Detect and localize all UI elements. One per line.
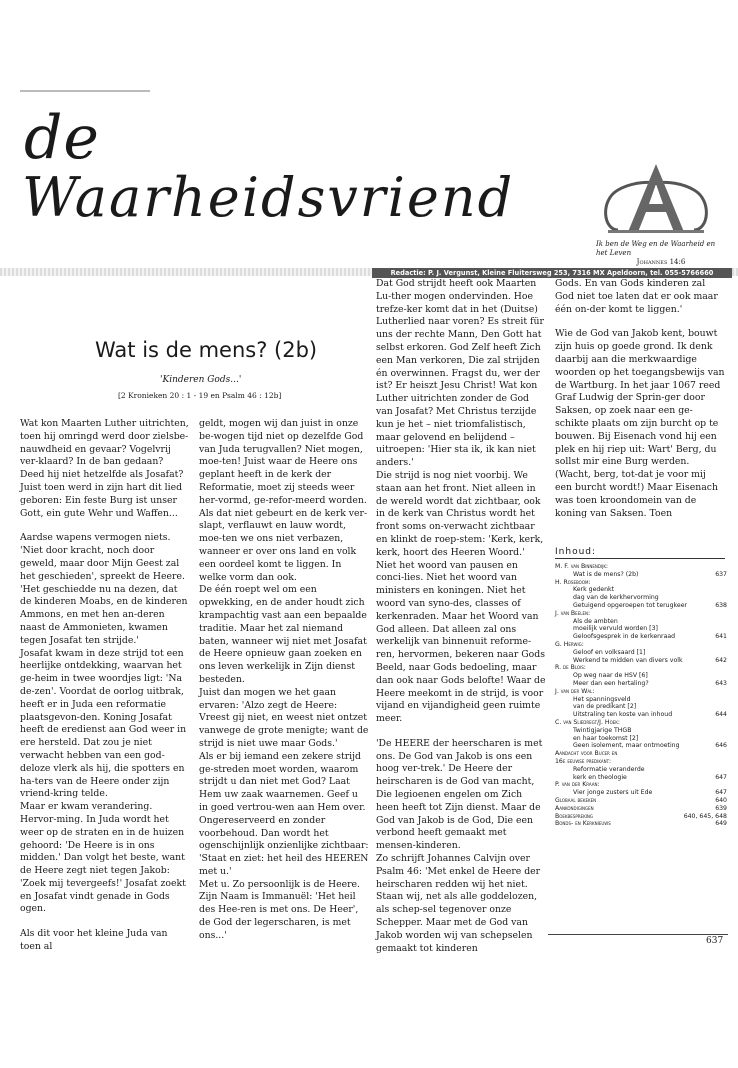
toc-author: J. van der Wal: bbox=[555, 687, 595, 695]
toc-page: 647 bbox=[715, 773, 727, 781]
toc-page: 639 bbox=[715, 804, 727, 812]
toc-row bbox=[555, 618, 727, 626]
paragraph: Josafat kwam in deze strijd tot een heerlijke ontdekking, waarvan het ge-heim in twee woordjes ligt: 'Na de-zen'. Voordat de oorlog uitbrak, heeft er in Juda een reformatie plaatsgevon-den. Koning Josafat heeft de eredienst aan God weer in ere hersteld. Dat zou je niet verwacht hebben van een god-deloze vlerk als hij, die spotters en ha-ters van de Heere onder zijn vriend-kring telde. bbox=[20, 647, 187, 800]
paragraph: Maar er kwam verandering. Hervor-ming. In Juda wordt het weer op de straten en in de huizen gehoord: 'De Heere is in ons midden.' Dan volgt het beste, want de Heere zegt niet tegen Jakob: 'Zoek mij tevergeefs!' Josafat zoekt en Josafat vindt genade in Gods ogen. bbox=[20, 801, 186, 915]
toc-item: Geloofsgesprek in de kerkenraad bbox=[573, 633, 676, 641]
toc-author: R. de Blois: bbox=[555, 664, 586, 672]
motto bbox=[596, 240, 726, 267]
toc-item: Wat is de mens? (2b) bbox=[573, 570, 639, 578]
toc-row bbox=[555, 688, 727, 696]
toc-item: Twintigjarige THGB bbox=[573, 726, 632, 734]
toc-row bbox=[555, 789, 727, 797]
toc-item: Vier jonge zusters uit Ede bbox=[573, 789, 653, 797]
toc-author: P. van der Kraan: bbox=[555, 781, 600, 789]
toc-row bbox=[555, 750, 727, 758]
paragraph: De één roept wel om een opwekking, en de ander houdt zich krampachtig vast aan een bepaalde traditie. Maar het zal niemand baten, wanneer wij niet met Josafat de Heere opnieuw gaan zoeken en ons leven werkelijk in Zijn dienst besteden. bbox=[199, 584, 367, 685]
inhoud-heading: Inhoud: bbox=[555, 547, 725, 559]
toc-page: 646 bbox=[715, 742, 727, 750]
toc-author: Bonds- en Kerknieuws bbox=[555, 820, 611, 828]
paragraph: Gods. En van Gods kinderen zal God niet toe laten dat er ook maar één on-der komt te liggen.' bbox=[555, 278, 718, 315]
toc-author: Boekbespreking bbox=[555, 812, 593, 820]
toc-item: Uitstraling ten koste van inhoud bbox=[573, 711, 673, 719]
toc-item: Op weg naar de HSV [6] bbox=[573, 672, 648, 680]
toc-item: kerk en theologie bbox=[573, 773, 627, 781]
paragraph: Aardse wapens vermogen niets. 'Niet door kracht, noch door geweld, maar door Mijn Geest zal het geschieden', spreekt de Heere. 'Het geschiedde nu na dezen, dat de kinderen Moabs, en de kinderen Ammons, en met hen an-deren naast de Ammonieten, kwamen tegen Josafat ten strijde.' bbox=[20, 532, 188, 646]
column-4 bbox=[555, 278, 725, 532]
toc-page: 643 bbox=[715, 679, 727, 687]
redactie-bar: Redactie: P. J. Vergunst, Kleine Fluitersweg 253, 7316 MX Apeldoorn, tel. 055-5766660 bbox=[372, 268, 732, 278]
top-rule bbox=[20, 90, 150, 92]
paragraph: 'De HEERE der heerscharen is met ons. De God van Jakob is ons een hoog ver-trek.' De Heere der heirscharen is de God van macht, Die legioenen engelen om Zich heen heeft tot Zijn dienst. Maar de God van Jakob is de God, Die een verbond heeft gemaakt met mensen-kinderen. bbox=[376, 737, 543, 852]
toc-row bbox=[555, 672, 727, 680]
paragraph: Niet het woord van pausen en conci-lies. Niet het woord van ministers en koningen. Niet het woord van syno-des, classes of kerkenraden. Maar het Woord van God alleen. Dat alleen zal ons werkelijk van binnenuit reforme-ren, hervormen, bekeren naar Gods Beeld, naar Gods bedoeling, maar dan ook naar Gods belofte! Waar de Heere meekomt in de strijd, is voor vijand en vijandigheid geen ruimte meer. bbox=[376, 559, 546, 725]
toc-item: Kerk gedenkt bbox=[573, 586, 615, 594]
toc-item: Geen isolement, maar ontmoeting bbox=[573, 742, 680, 750]
toc-row bbox=[555, 649, 727, 657]
toc-row bbox=[555, 602, 727, 610]
toc-row bbox=[555, 571, 727, 579]
toc-item: Werkend te midden van divers volk bbox=[573, 656, 683, 664]
toc-page: 640, 645, 648 bbox=[683, 812, 727, 820]
column-3 bbox=[376, 278, 546, 955]
toc-item: Het spanningsveld bbox=[573, 695, 631, 703]
toc-row bbox=[555, 664, 727, 672]
toc-item: Geloof en volksaard [1] bbox=[573, 648, 646, 656]
toc-item: Meer dan een hertaling? bbox=[573, 679, 649, 687]
footer-rule bbox=[548, 934, 728, 935]
toc-item: Getuigend opgeroepen tot terugkeer bbox=[573, 601, 688, 609]
masthead-de: de bbox=[24, 103, 100, 173]
toc-author: H. Roseboom: bbox=[555, 578, 591, 586]
toc-row bbox=[555, 766, 727, 774]
toc-page: 649 bbox=[715, 820, 727, 828]
toc-item: van de predikant [2] bbox=[573, 703, 637, 711]
toc-row bbox=[555, 719, 727, 727]
toc-page: 638 bbox=[715, 601, 727, 609]
toc-row bbox=[555, 813, 727, 821]
article-title: Wat is de mens? (2b) bbox=[95, 338, 318, 362]
paragraph: Zo schrijft Johannes Calvijn over Psalm 46: 'Met enkel de Heere der heirscharen redden wij het niet. Staan wij, net als alle goddelozen, als schep-sel tegenover onze Schepper. Maar met de God van Jakob worden wij van schepselen gemaakt tot kinderen bbox=[376, 853, 541, 954]
toc-row bbox=[555, 820, 727, 828]
toc-page: 642 bbox=[715, 656, 727, 664]
column-2 bbox=[199, 418, 369, 943]
motto-source: Johannes 14:6 bbox=[636, 258, 686, 266]
toc-page: 641 bbox=[715, 633, 727, 641]
toc-author: M. F. van Binnendijk: bbox=[555, 563, 609, 570]
toc-row bbox=[555, 579, 727, 587]
paragraph: Wie de God van Jakob kent, bouwt zijn huis op goede grond. Ik denk daarbij aan die merkwaardige woorden op het toegangsbewijs van de Wartburg. In het jaar 1067 reed Graf Ludwig der Sprin-ger door Saksen, op zoek naar een ge-schikte plaats om zijn burcht op te bouwen. Bij Eisenach vond hij een plek en hij riep uit: Wart' Berg, du sollst mir eine Burg werden. (Wacht, berg, tot-dat je voor mij een burcht wordt!) Maar Eisenach was toen kroondomein van de koning van Saksen. Toen bbox=[555, 328, 725, 519]
toc-row bbox=[555, 735, 727, 743]
paragraph: Juist dan mogen we het gaan ervaren: 'Alzo zegt de Heere: Vreest gij niet, en weest niet ontzet vanwege de grote menigte; want de strijd is niet uwe maar Gods.' bbox=[199, 686, 369, 749]
masthead-title: Waarheidsvriend bbox=[22, 166, 515, 229]
paragraph: Wat kon Maarten Luther uitrichten, toen hij omringd werd door zielsbe-nauwdheid en gevaar? Vogelvrij ver-klaard? In de ban gedaan? Deed hij niet hetzelfde als Josafat? Juist toen werd in zijn hart dit lied geboren: Ein feste Burg ist unser Gott, ein gute Wehr und Waffen... bbox=[20, 418, 189, 519]
column-1 bbox=[20, 418, 190, 966]
toc-page: 640 bbox=[715, 796, 727, 804]
toc-row bbox=[555, 657, 727, 665]
toc-page: 647 bbox=[715, 789, 727, 797]
toc-page: 637 bbox=[715, 570, 727, 578]
toc-author: 16e eeuwse predikant: bbox=[555, 757, 612, 765]
toc-page: 644 bbox=[715, 711, 727, 719]
toc-row bbox=[555, 594, 727, 602]
toc-item: Reformatie veranderde bbox=[573, 765, 645, 773]
paragraph: Als dit voor het kleine Juda van toen al bbox=[20, 928, 168, 953]
toc-author: Aankondigingen bbox=[555, 804, 594, 812]
toc-row bbox=[555, 633, 727, 641]
page-number: 637 bbox=[706, 936, 724, 946]
toc-row bbox=[555, 727, 727, 735]
toc-row bbox=[555, 680, 727, 688]
paragraph: Die strijd is nog niet voorbij. We staan aan het front. Niet alleen in de wereld wordt dat zichtbaar, ook in de kerk van Christus wordt het front soms on-verwacht zichtbaar en klinkt de roep-stem: 'Kerk, kerk, kerk, hoort des Heeren Woord.' bbox=[376, 469, 544, 558]
toc-item: Als de ambten bbox=[573, 617, 618, 625]
table-of-contents bbox=[555, 563, 727, 828]
toc-row bbox=[555, 696, 727, 704]
paragraph: Dat God strijdt heeft ook Maarten Lu-ther mogen ondervinden. Hoe trefze-ker komt dat in het (Duitse) Lutherlied naar voren? Es streit für uns der rechte Mann, Den Gott hat selbst erkoren. God Zelf heeft Zich een Man verkoren, Die zal strijden én overwinnen. Fragst du, wer der ist? Er heiszt Jesu Christ! Wat kon Luther uitrichten zonder de God van Josafat? Met Christus terzijde kun je het – niet triomfalistisch, maar gelovend en belijdend – uitroepen: 'Hier sta ik, ik kan niet anders.' bbox=[376, 278, 544, 469]
toc-item: en haar toekomst [2] bbox=[573, 734, 639, 742]
toc-row bbox=[555, 625, 727, 633]
toc-row bbox=[555, 586, 727, 594]
toc-row bbox=[555, 610, 727, 618]
toc-author: Aandacht voor Bucer en bbox=[555, 750, 618, 758]
toc-row bbox=[555, 774, 727, 782]
toc-row bbox=[555, 805, 727, 813]
alpha-omega-logo-icon bbox=[598, 160, 714, 236]
toc-author: G. Herwig: bbox=[555, 640, 584, 648]
motto-text: Ik ben de Weg en de Waarheid en het Leven bbox=[596, 240, 716, 257]
article-reference: [2 Kronieken 20 : 1 - 19 en Psalm 46 : 12b] bbox=[118, 391, 282, 400]
toc-row bbox=[555, 703, 727, 711]
toc-row bbox=[555, 781, 727, 789]
article-subtitle: 'Kinderen Gods...' bbox=[160, 375, 242, 385]
toc-row bbox=[555, 742, 727, 750]
toc-author: C. van Sliedregt/J. Hoek: bbox=[555, 718, 620, 726]
toc-row bbox=[555, 758, 727, 766]
paragraph: Als dat niet gebeurt en de kerk ver-slapt, verflauwt en lauw wordt, moe-ten we ons niet verbazen, wanneer er over ons land en volk een oordeel komt te liggen. In welke vorm dan ook. bbox=[199, 507, 368, 583]
paragraph: Als er bij iemand een zekere strijd ge-streden moet worden, waarom strijdt u dan niet met God? Laat Hem uw zaak waarnemen. Geef u in goed vertrou-wen aan Hem over. Ongereserveerd en zonder voorbehoud. Dan wordt het ogenschijnlijk onzienlijke zichtbaar: 'Staat en ziet: het heil des HEEREN met u.' bbox=[199, 750, 369, 877]
toc-author: J. van Beelen: bbox=[555, 609, 591, 617]
toc-author: Globaal bekeken bbox=[555, 796, 597, 804]
toc-item: dag van de kerkhervorming bbox=[573, 594, 659, 602]
toc-row bbox=[555, 711, 727, 719]
paragraph: geldt, mogen wij dan juist in onze be-wogen tijd niet op dezelfde God van Juda terugvallen? Niet mogen, moe-ten! Juist waar de Heere ons geplant heeft in de kerk der Reformatie, moet zij steeds weer her-vormd, ge-refor-meerd worden. bbox=[199, 418, 367, 506]
paragraph: Met u. Zo persoonlijk is de Heere. Zijn Naam is Immanuël: 'Het heil des Hee-ren is met ons. De Heer', de God der legerscharen, is met ons...' bbox=[199, 878, 361, 941]
toc-item: moeilijk vervuld worden [3] bbox=[573, 625, 658, 633]
toc-row bbox=[555, 563, 727, 571]
toc-row bbox=[555, 797, 727, 805]
toc-row bbox=[555, 641, 727, 649]
